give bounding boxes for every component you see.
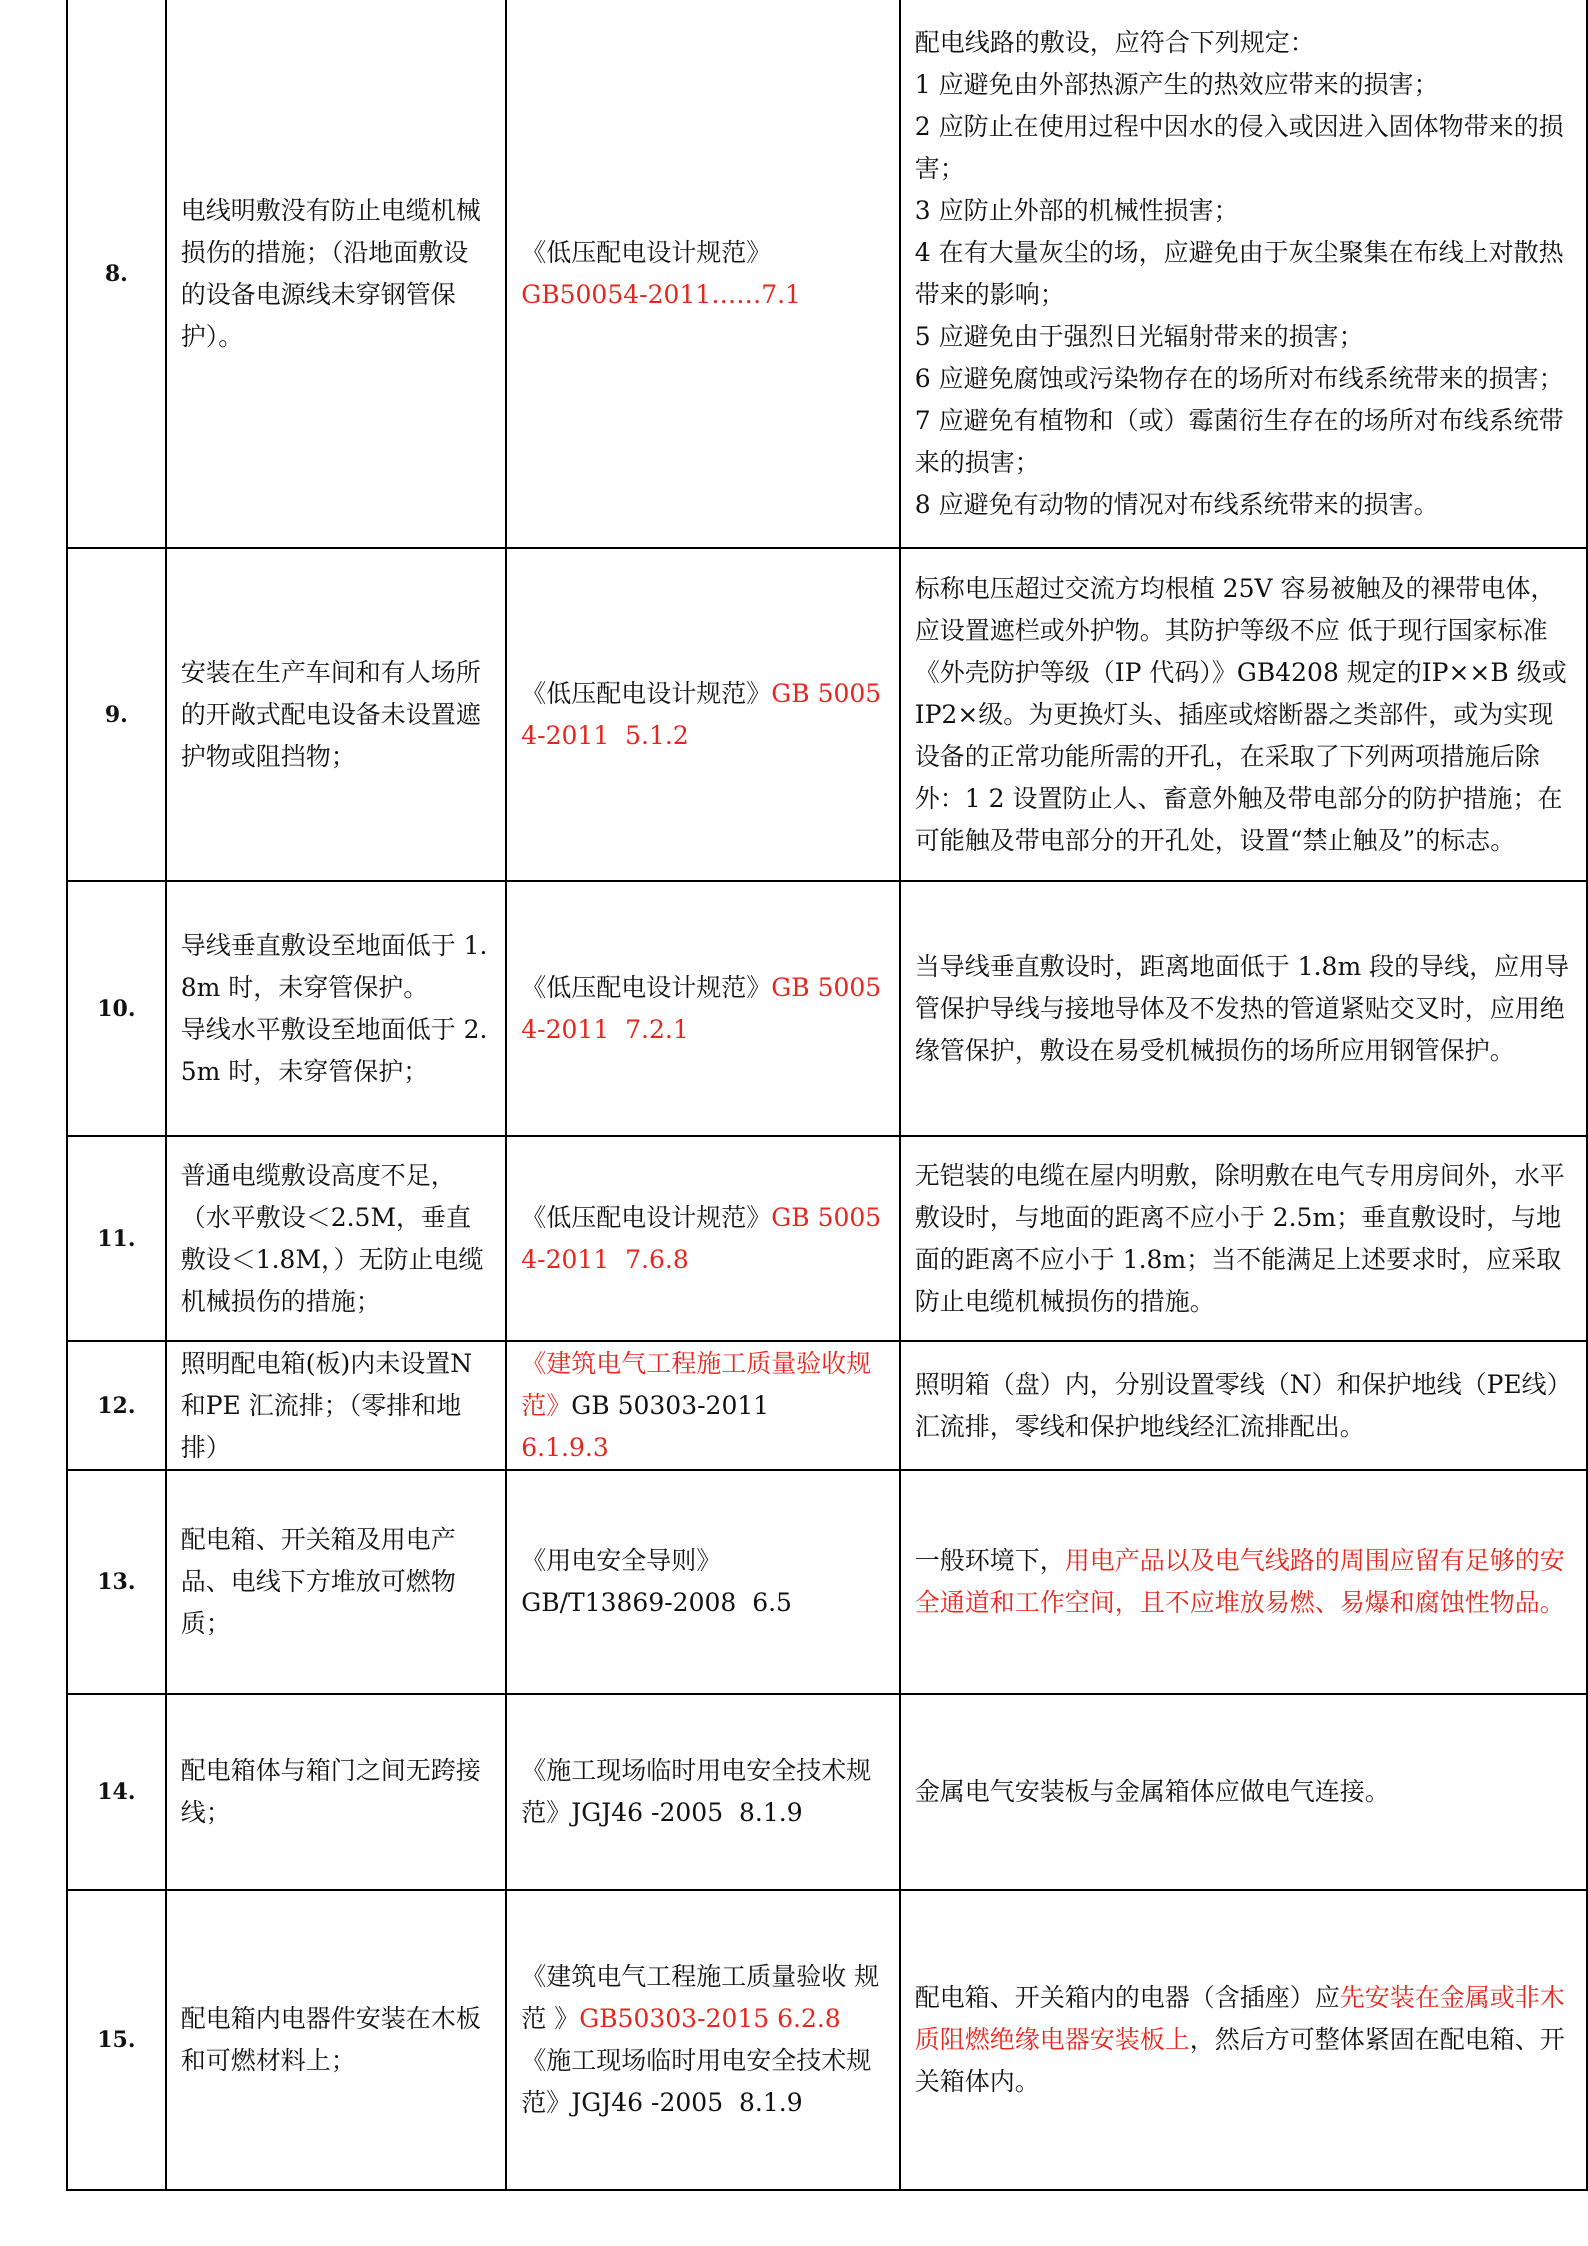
table-row — [67, 0, 1587, 548]
issue-description: 电线明敷没有防止电缆机械损伤的措施；（沿地面敷设的设备电源线未穿钢管保护）。 — [166, 0, 507, 548]
issue-description: 安装在生产车间和有人场所的开敞式配电设备未设置遮护物或阻挡物； — [166, 548, 507, 881]
table-row — [67, 1694, 1587, 1890]
issue-description: 照明配电箱(板)内未设置N 和PE 汇流排；（零排和地排） — [166, 1341, 507, 1470]
row-number: 15. — [67, 1890, 166, 2190]
code-reference: 《低压配电设计规范》GB 50054-2011 7.6.8 — [506, 1136, 899, 1341]
row-number: 11. — [67, 1136, 166, 1341]
row-number: 13. — [67, 1470, 166, 1694]
issue-description: 普通电缆敷设高度不足，（水平敷设＜2.5M，垂直敷设＜1.8M，）无防止电缆机械损伤的措施； — [166, 1136, 507, 1341]
requirement-text: 一般环境下，用电产品以及电气线路的周围应留有足够的安全通道和工作空间，且不应堆放易燃、易爆和腐蚀性物品。 — [900, 1470, 1587, 1694]
table-row — [67, 1341, 1587, 1470]
row-number: 12. — [67, 1341, 166, 1470]
table-row — [67, 1136, 1587, 1341]
code-reference: 《低压配电设计规范》 GB50054-2011……7.1 — [506, 0, 899, 548]
issue-description: 配电箱、开关箱及用电产品、电线下方堆放可燃物质； — [166, 1470, 507, 1694]
row-number: 8. — [67, 0, 166, 548]
code-reference: 《建筑电气工程施工质量验收规范》GB 50303-2011 6.1.9.3 — [506, 1341, 899, 1470]
row-number: 14. — [67, 1694, 166, 1890]
requirement-text: 金属电气安装板与金属箱体应做电气连接。 — [900, 1694, 1587, 1890]
table-row — [67, 1470, 1587, 1694]
code-reference: 《建筑电气工程施工质量验收 规 范 》GB50303-2015 6.2.8 《施工现场临时用电安全技术规范》JGJ46 -2005 8.1.9 — [506, 1890, 899, 2190]
issue-description: 配电箱内电器件安装在木板和可燃材料上； — [166, 1890, 507, 2190]
code-reference: 《施工现场临时用电安全技术规范》JGJ46 -2005 8.1.9 — [506, 1694, 899, 1890]
regulation-table — [66, 0, 1588, 2191]
row-number: 10. — [67, 881, 166, 1136]
requirement-text: 无铠装的电缆在屋内明敷，除明敷在电气专用房间外，水平敷设时，与地面的距离不应小于 2.5m；垂直敷设时，与地面的距离不应小于 1.8m；当不能满足上述要求时，应采取防止电缆机械损伤的措施。 — [900, 1136, 1587, 1341]
code-reference: 《低压配电设计规范》GB 50054-2011 5.1.2 — [506, 548, 899, 881]
table-row — [67, 1890, 1587, 2190]
row-number: 9. — [67, 548, 166, 881]
requirement-text: 标称电压超过交流方均根植 25V 容易被触及的裸带电体，应设置遮栏或外护物。其防护等级不应 低于现行国家标准《外壳防护等级（IP 代码）》GB4208 规定的IP××B 级或IP2×级。为更换灯头、插座或熔断器之类部件，或为实现设备的正常功能所需的开孔，在采取了下列两项措施后除外：1 2 设置防止人、畜意外触及带电部分的防护措施；在可能触及带电部分的开孔处，设置“禁止触及”的标志。 — [900, 548, 1587, 881]
requirement-text: 照明箱（盘）内，分别设置零线（N）和保护地线（PE线）汇流排，零线和保护地线经汇流排配出。 — [900, 1341, 1587, 1470]
issue-description: 配电箱体与箱门之间无跨接线； — [166, 1694, 507, 1890]
code-reference: 《低压配电设计规范》GB 50054-2011 7.2.1 — [506, 881, 899, 1136]
table-row — [67, 548, 1587, 881]
requirement-text: 配电箱、开关箱内的电器（含插座）应先安装在金属或非木质阻燃绝缘电器安装板上，然后方可整体紧固在配电箱、开关箱体内。 — [900, 1890, 1587, 2190]
requirement-text: 配电线路的敷设，应符合下列规定： 1 应避免由外部热源产生的热效应带来的损害； 2 应防止在使用过程中因水的侵入或因进入固体物带来的损害； 3 应防止外部的机械性损害； 4 在有大量灰尘的场，应避免由于灰尘聚集在布线上对散热带来的影响； 5 应避免由于强烈日光辐射带来的损害； 6 应避免腐蚀或污染物存在的场所对布线系统带来的损害； 7 应避免有植物和（或）霉菌衍生存在的场所对布线系统带来的损害； 8 应避免有动物的情况对布线系统带来的损害。 — [900, 0, 1587, 548]
issue-description: 导线垂直敷设至地面低于 1.8m 时，未穿管保护。 导线水平敷设至地面低于 2.5m 时，未穿管保护； — [166, 881, 507, 1136]
requirement-text: 当导线垂直敷设时，距离地面低于 1.8m 段的导线，应用导管保护导线与接地导体及不发热的管道紧贴交叉时，应用绝缘管保护，敷设在易受机械损伤的场所应用钢管保护。 — [900, 881, 1587, 1136]
code-reference: 《用电安全导则》 GB/T13869-2008 6.5 — [506, 1470, 899, 1694]
table-row — [67, 881, 1587, 1136]
